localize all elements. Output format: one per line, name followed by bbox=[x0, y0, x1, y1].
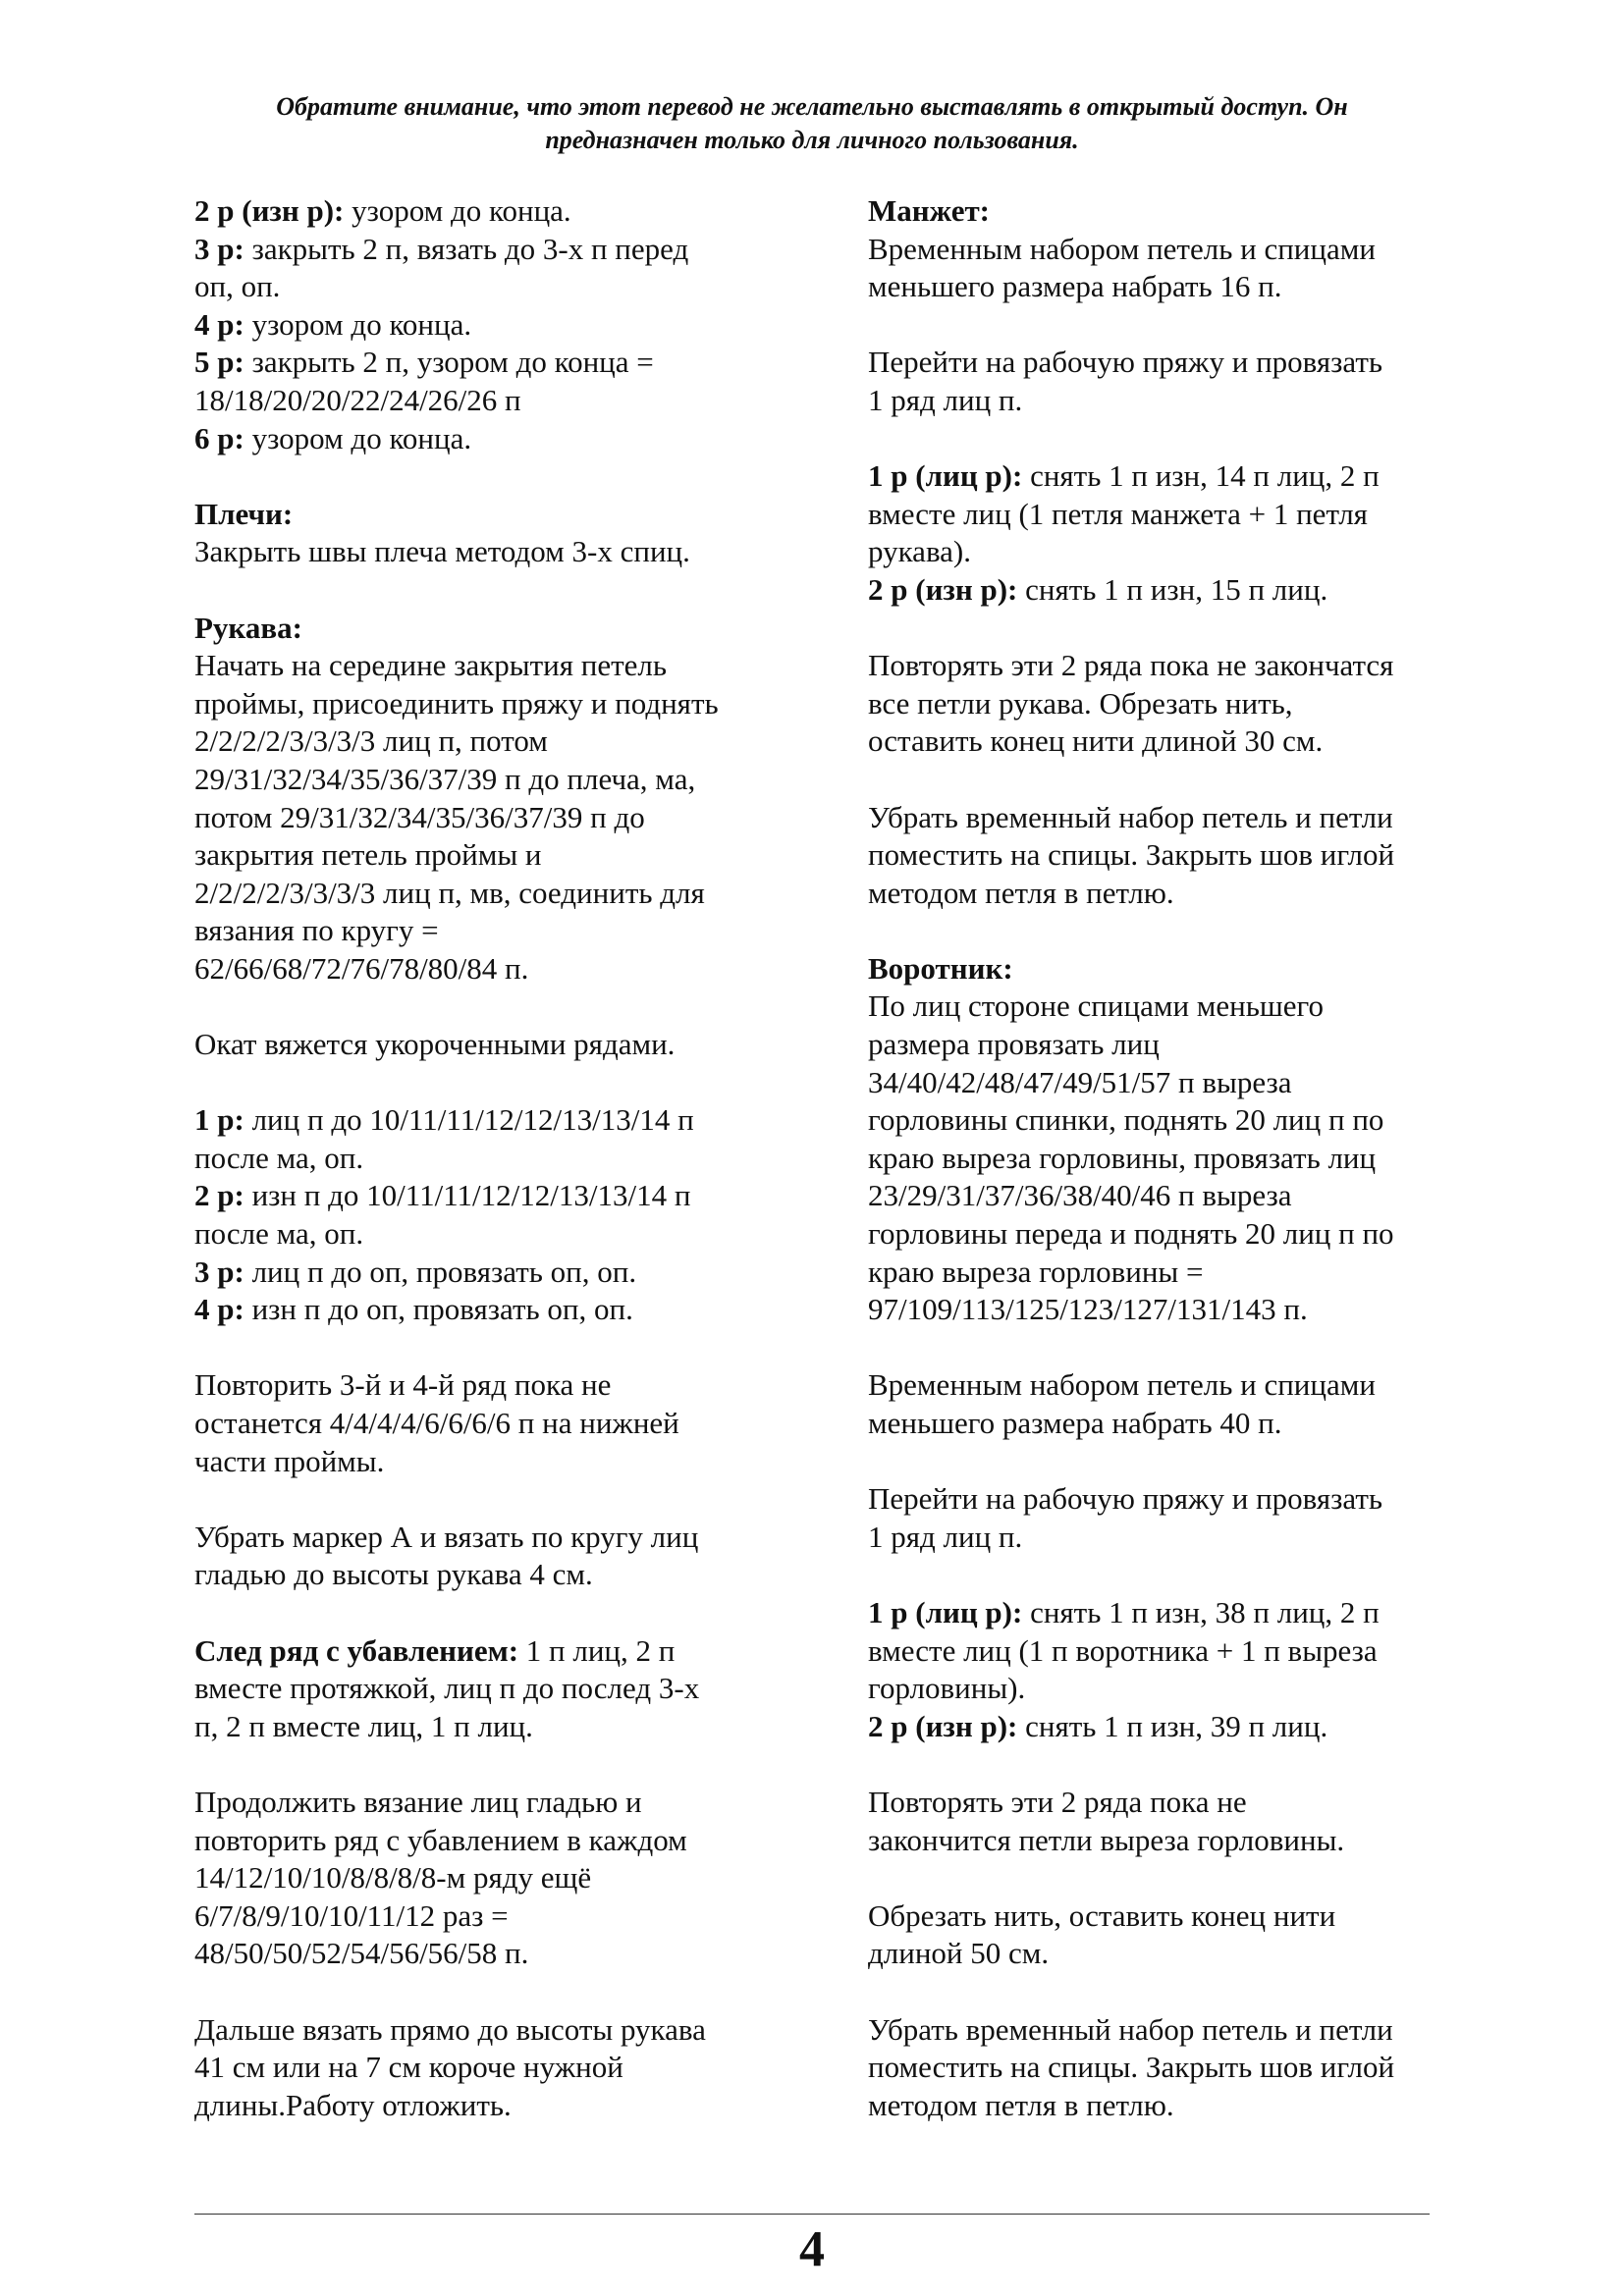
sleeves-line: 29/31/32/34/35/36/37/39 п до плеча, ма, bbox=[194, 761, 696, 796]
short-row-2-label: 2 р: bbox=[194, 1178, 244, 1213]
collar-switch-line: 1 ряд лиц п. bbox=[868, 1519, 1023, 1554]
spacer bbox=[868, 610, 1467, 648]
sleeves-line: вязания по кругу = bbox=[194, 913, 439, 948]
privacy-notice-line-1: Обратите внимание, что этот перевод не желательно выставлять в открытый доступ. Он bbox=[276, 92, 1348, 121]
collar-line: горловины переда и поднять 20 лиц п по bbox=[868, 1216, 1394, 1252]
collar-row-1-text: снять 1 п изн, 38 п лиц, 2 п bbox=[1022, 1594, 1380, 1629]
collar-row-2 bbox=[868, 1708, 1467, 1746]
row-2-label: 2 р (изн р): bbox=[194, 193, 345, 228]
sleeves-line: 62/66/68/72/76/78/80/84 п. bbox=[194, 950, 529, 986]
row-6-instruction bbox=[194, 420, 813, 458]
collar-remove-line: методом петля в петлю. bbox=[868, 2087, 1174, 2122]
spacer bbox=[194, 988, 813, 1026]
spacer bbox=[194, 571, 813, 610]
collar-row-1 bbox=[868, 1594, 1467, 1632]
collar-cut-line: длиной 50 см. bbox=[868, 1936, 1050, 1971]
shoulders-heading bbox=[194, 496, 813, 534]
sleeves-line: потом 29/31/32/34/35/36/37/39 п до bbox=[194, 799, 645, 834]
collar-cut-line: Обрезать нить, оставить конец нити bbox=[868, 1897, 1336, 1933]
shoulders-title: Плечи: bbox=[194, 496, 294, 531]
collar-remove-line: Убрать временный набор петель и петли bbox=[868, 2011, 1393, 2047]
spacer bbox=[194, 1594, 813, 1632]
decrease-line: вместе протяжкой, лиц п до послед 3-х bbox=[194, 1671, 700, 1706]
continue-line: Продолжить вязание лиц гладью и bbox=[194, 1784, 642, 1819]
sleeves-heading bbox=[194, 610, 813, 648]
cuff-remove-line: поместить на спицы. Закрыть шов иглой bbox=[868, 837, 1395, 873]
spacer bbox=[194, 1329, 813, 1367]
left-column bbox=[194, 192, 813, 2124]
sleeves-line: 2/2/2/2/3/3/3/3 лиц п, потом bbox=[194, 723, 548, 759]
spacer bbox=[868, 912, 1467, 950]
row-6-label: 6 р: bbox=[194, 420, 244, 455]
cuff-repeat-line: оставить конец нити длиной 30 см. bbox=[868, 723, 1324, 759]
row-6-text: узором до конца. bbox=[244, 420, 472, 455]
spacer bbox=[868, 1859, 1467, 1897]
row-3-label: 3 р: bbox=[194, 231, 244, 266]
shoulders-text: Закрыть швы плеча методом 3-х спиц. bbox=[194, 534, 690, 569]
continue-line: 48/50/50/52/54/56/56/58 п. bbox=[194, 1936, 529, 1971]
spacer bbox=[194, 1064, 813, 1102]
right-column bbox=[868, 192, 1467, 2124]
final-line: длины.Работу отложить. bbox=[194, 2087, 512, 2122]
collar-line: 34/40/42/48/47/49/51/57 п выреза bbox=[868, 1064, 1292, 1099]
row-3-text: закрыть 2 п, вязать до 3-х п перед bbox=[244, 231, 689, 266]
cuff-cast-line: меньшего размера набрать 16 п. bbox=[868, 269, 1282, 304]
cuff-switch-line: 1 ряд лиц п. bbox=[868, 382, 1023, 417]
collar-cast-line: Временным набором петель и спицами bbox=[868, 1367, 1376, 1403]
decrease-row-text: 1 п лиц, 2 п bbox=[518, 1632, 676, 1668]
collar-row-1-label: 1 р (лиц р): bbox=[868, 1594, 1023, 1629]
decrease-line: п, 2 п вместе лиц, 1 п лиц. bbox=[194, 1708, 533, 1743]
short-row-2-continuation: после ма, оп. bbox=[194, 1216, 364, 1252]
spacer bbox=[868, 306, 1467, 345]
repeat-line: части проймы. bbox=[194, 1443, 385, 1478]
cuff-row-1 bbox=[868, 457, 1467, 496]
sleeves-line: проймы, присоединить пряжу и поднять bbox=[194, 685, 719, 721]
cuff-row-2-text: снять 1 п изн, 15 п лиц. bbox=[1017, 571, 1328, 607]
collar-title: Воротник: bbox=[868, 950, 1013, 986]
collar-heading bbox=[868, 950, 1467, 988]
short-row-2-text: изн п до 10/11/11/12/12/13/13/14 п bbox=[244, 1178, 691, 1213]
spacer bbox=[868, 1745, 1467, 1784]
final-line: 41 см или на 7 см короче нужной bbox=[194, 2050, 623, 2085]
short-row-3 bbox=[194, 1254, 813, 1292]
short-row-4-text: изн п до оп, провязать оп, оп. bbox=[244, 1292, 633, 1327]
collar-switch-line: Перейти на рабочую пряжу и провязать bbox=[868, 1481, 1383, 1517]
spacer bbox=[194, 1973, 813, 2011]
collar-row-2-text: снять 1 п изн, 39 п лиц. bbox=[1017, 1708, 1328, 1743]
spacer bbox=[194, 1745, 813, 1784]
short-row-1-label: 1 р: bbox=[194, 1102, 244, 1138]
cuff-switch-line: Перейти на рабочую пряжу и провязать bbox=[868, 345, 1383, 380]
short-row-1-continuation: после ма, оп. bbox=[194, 1140, 364, 1175]
collar-row-2-label: 2 р (изн р): bbox=[868, 1708, 1018, 1743]
spacer bbox=[868, 1973, 1467, 2011]
short-row-4-label: 4 р: bbox=[194, 1292, 244, 1327]
spacer bbox=[868, 420, 1467, 458]
row-5-instruction bbox=[194, 344, 813, 382]
row-4-instruction bbox=[194, 306, 813, 345]
short-row-4 bbox=[194, 1291, 813, 1329]
row-4-text: узором до конца. bbox=[244, 306, 472, 342]
short-row-3-text: лиц п до оп, провязать оп, оп. bbox=[244, 1254, 637, 1289]
cuff-title: Манжет: bbox=[868, 193, 990, 228]
cuff-row-2-label: 2 р (изн р): bbox=[868, 571, 1018, 607]
short-row-1-text: лиц п до 10/11/11/12/12/13/13/14 п bbox=[244, 1102, 694, 1138]
collar-line: 23/29/31/37/36/38/40/46 п выреза bbox=[868, 1178, 1292, 1213]
cuff-cast-line: Временным набором петель и спицами bbox=[868, 231, 1376, 266]
sleeves-line: Начать на середине закрытия петель bbox=[194, 648, 667, 683]
collar-repeat-line: закончится петли выреза горловины. bbox=[868, 1822, 1345, 1857]
collar-line: краю выреза горловины = bbox=[868, 1254, 1204, 1289]
row-4-label: 4 р: bbox=[194, 306, 244, 342]
row-5-continuation: 18/18/20/20/22/24/26/26 п bbox=[194, 382, 521, 417]
cuff-repeat-line: Повторять эти 2 ряда пока не закончатся bbox=[868, 648, 1394, 683]
cuff-row-2 bbox=[868, 571, 1467, 610]
spacer bbox=[868, 1329, 1467, 1367]
sleeves-line: закрытия петель проймы и bbox=[194, 837, 542, 873]
marker-line: гладью до высоты рукава 4 см. bbox=[194, 1557, 593, 1592]
final-line: Дальше вязать прямо до высоты рукава bbox=[194, 2011, 706, 2047]
short-row-2 bbox=[194, 1177, 813, 1215]
page-number: 4 bbox=[799, 2221, 825, 2277]
marker-line: Убрать маркер А и вязать по кругу лиц bbox=[194, 1519, 699, 1554]
continue-line: 14/12/10/10/8/8/8/8-м ряду ещё bbox=[194, 1860, 592, 1896]
repeat-line: Повторить 3-й и 4-й ряд пока не bbox=[194, 1367, 612, 1403]
collar-line: 97/109/113/125/123/127/131/143 п. bbox=[868, 1292, 1308, 1327]
spacer bbox=[868, 1443, 1467, 1481]
repeat-line: останется 4/4/4/4/6/6/6/6 п на нижней bbox=[194, 1406, 679, 1440]
row-5-label: 5 р: bbox=[194, 345, 244, 380]
row-2-text: узором до конца. bbox=[344, 193, 571, 228]
collar-remove-line: поместить на спицы. Закрыть шов иглой bbox=[868, 2050, 1395, 2085]
sleeves-title: Рукава: bbox=[194, 610, 302, 645]
row-3-continuation: оп, оп. bbox=[194, 269, 281, 304]
continue-line: повторить ряд с убавлением в каждом bbox=[194, 1822, 687, 1857]
row-5-text: закрыть 2 п, узором до конца = bbox=[244, 345, 654, 380]
privacy-notice bbox=[187, 90, 1437, 157]
cuff-remove-line: Убрать временный набор петель и петли bbox=[868, 799, 1393, 834]
collar-cast-line: меньшего размера набрать 40 п. bbox=[868, 1406, 1282, 1440]
collar-line: По лиц стороне спицами меньшего bbox=[868, 988, 1324, 1024]
spacer bbox=[868, 1556, 1467, 1594]
collar-line: краю выреза горловины, провязать лиц bbox=[868, 1140, 1377, 1175]
row-3-instruction bbox=[194, 231, 813, 269]
short-rows-text: Окат вяжется укороченными рядами. bbox=[194, 1027, 676, 1062]
cuff-row-1-line: вместе лиц (1 петля манжета + 1 петля bbox=[868, 496, 1368, 531]
footer-divider bbox=[194, 2214, 1430, 2215]
collar-row-1-line: горловины). bbox=[868, 1671, 1026, 1706]
cuff-repeat-line: все петли рукава. Обрезать нить, bbox=[868, 685, 1293, 721]
collar-line: размера провязать лиц bbox=[868, 1027, 1160, 1062]
short-row-3-label: 3 р: bbox=[194, 1254, 244, 1289]
row-2-instruction bbox=[194, 192, 813, 231]
privacy-notice-line-2: предназначен только для личного пользования. bbox=[545, 126, 1079, 154]
cuff-heading bbox=[868, 192, 1467, 231]
spacer bbox=[194, 1480, 813, 1519]
collar-row-1-line: вместе лиц (1 п воротника + 1 п выреза bbox=[868, 1632, 1378, 1668]
short-row-1 bbox=[194, 1101, 813, 1140]
collar-line: горловины спинки, поднять 20 лиц п по bbox=[868, 1102, 1384, 1138]
cuff-row-1-text: снять 1 п изн, 14 п лиц, 2 п bbox=[1022, 458, 1380, 494]
cuff-remove-line: методом петля в петлю. bbox=[868, 875, 1174, 910]
decrease-row-label: След ряд с убавлением: bbox=[194, 1632, 519, 1668]
spacer bbox=[194, 457, 813, 496]
decrease-row bbox=[194, 1632, 813, 1671]
continue-line: 6/7/8/9/10/10/11/12 раз = bbox=[194, 1897, 509, 1933]
cuff-row-1-line: рукава). bbox=[868, 534, 972, 569]
cuff-row-1-label: 1 р (лиц р): bbox=[868, 458, 1023, 494]
sleeves-line: 2/2/2/2/3/3/3/3 лиц п, мв, соединить для bbox=[194, 875, 705, 910]
collar-repeat-line: Повторять эти 2 ряда пока не bbox=[868, 1784, 1247, 1819]
spacer bbox=[868, 761, 1467, 799]
